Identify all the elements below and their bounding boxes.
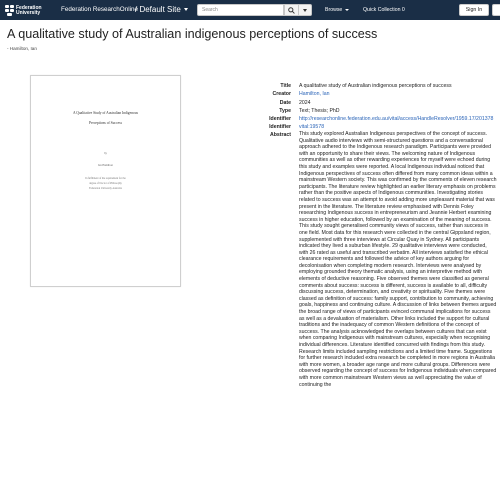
document-thumbnail[interactable]: [30, 75, 181, 287]
creator-link[interactable]: Hamilton, Ian: [299, 91, 330, 97]
identifier-2-link[interactable]: vital:19578: [299, 124, 325, 130]
thumbnail-title-line-1: A Qualitative Study of Australian Indigenous: [73, 111, 138, 115]
browse-label: Browse: [325, 7, 343, 13]
type-label: Type: [279, 108, 291, 114]
date-label: Date: [279, 100, 291, 106]
abstract-label: Abstract: [269, 132, 291, 138]
top-navbar: [0, 0, 500, 20]
logo-line-1: Federation: [16, 4, 42, 11]
logo-line-2: University: [16, 9, 41, 16]
sign-in-button[interactable]: Sign In: [459, 4, 489, 16]
thumbnail-line-7: Federation University Australia: [89, 187, 122, 190]
chevron-down-icon: [345, 9, 349, 11]
browse-menu[interactable]: [325, 7, 349, 13]
identifier-2-label: Identifier: [269, 124, 291, 130]
site-select-dropdown[interactable]: [135, 5, 188, 14]
abstract-text: This study explored Australian Indigenous perspectives of the concept of success. Qualitative audio interviews with semi-structured questions and a conversational approach adhered to the Indigenous research paradigm. Participants were provided with an opportunity to share their views. The welcoming nature of Indigenous communities as well as other rewarding experiences for myself were echoed during this study and examples were reported. A local Indigenous individual noticed that Indigenous perspectives of success often differed from many common ideas within a mainstream Western society. This was confirmed by the comments of eleven research participants. The literature review highlighted an earlier literary emphasis on problems rather than the positive aspects of Indigenous communities. Investigating stories related to success was an attempt to avoid adding more unpleasant material that was present in the literature. The literature review emphasised with Dennis Foley researching Indigenous success in entrepreneurism and Jeannie Herbert examining success in higher education, followed by an examination of the meaning of success. This study sought generalised community views of success, rather than success in one field. Most data for this research were collected in the central Gippsland region, supplemented with three interviews at Circular Quay in Sydney. All participants indicated they lived a suburban lifestyle. 29 qualitative interviews were conducted, with 26 rated as useful and transcribed verbatim. All interviews satisfied the ethical clearance requirements and followed the advice of key authors arguing for decolonisation when completing modern research. Interviews were analysed by employing grounded theory thematic analysis, using an interpretive method with elements of deductive reasoning. Five observed themes were classified as general comments about success: success is different, success is available to all, difficulty discussing success, determination, and creativity or spirituality. Five themes were classed as definition of success: family support, contribution to community, achieving goals, happiness and continuing culture. A discussion of links between themes argued the broad range of views of participants evinced communal implications for success as well as a devaluation of materialism. Other links included the support for cultural traditions and the inadequacy of common Western definitions of the concept of success. The analysis acknowledged the overlaps between cultures that can exist when comparing Indigenous with mainstream cultures, especially when recognising individual differences. Literature identified concurred with findings from this study. Research limits included sampling restrictions and a limited time frame. Suggestions for further research included extra research be completed in more regions in Australia with more women, a broader age range and more cultural groups. Differences were observed regarding the concept of success for Indigenous individuals when compared with more common mainstream Western views as well appreciating the value of continuing the: [299, 131, 497, 388]
thumbnail-title-line-2: Perceptions of Success: [89, 121, 122, 125]
menu-toggle-button[interactable]: [492, 4, 500, 16]
thumbnail-author: Ian Hamilton: [98, 164, 113, 167]
search-button[interactable]: [284, 4, 299, 16]
title-value: A qualitative study of Australian indigenous perceptions of success: [299, 83, 452, 89]
chevron-down-icon: [184, 8, 188, 11]
search-icon: [288, 7, 295, 14]
title-label: Title: [280, 83, 291, 89]
search-options-button[interactable]: [299, 4, 312, 16]
identifier-link[interactable]: http://researchonline.federation.edu.au/vital/access/HandleResolver/1959.17/201378: [299, 116, 494, 122]
federation-logo[interactable]: [5, 4, 47, 17]
logo-mark-icon: [5, 5, 14, 16]
caret-down-icon: [303, 9, 307, 12]
author-byline: - Hamilton, Ian: [7, 46, 37, 51]
brand-link[interactable]: Federation ResearchOnline: [61, 6, 139, 13]
thumbnail-by: by: [104, 152, 107, 155]
search-input[interactable]: [197, 4, 284, 16]
site-select-label: / Default Site: [135, 5, 181, 14]
type-value: Text; Thesis; PhD: [299, 108, 340, 114]
page-title: A qualitative study of Australian indigenous perceptions of success: [7, 27, 378, 41]
quick-collection-link[interactable]: Quick Collection 0: [363, 7, 405, 13]
date-value: 2024: [299, 100, 311, 106]
creator-label: Creator: [272, 91, 291, 97]
thumbnail-line-5: In fulfilment of the requirement for the: [85, 177, 126, 180]
thumbnail-line-6: degree of Doctor of Philosophy: [89, 182, 122, 185]
identifier-label: Identifier: [269, 116, 291, 122]
